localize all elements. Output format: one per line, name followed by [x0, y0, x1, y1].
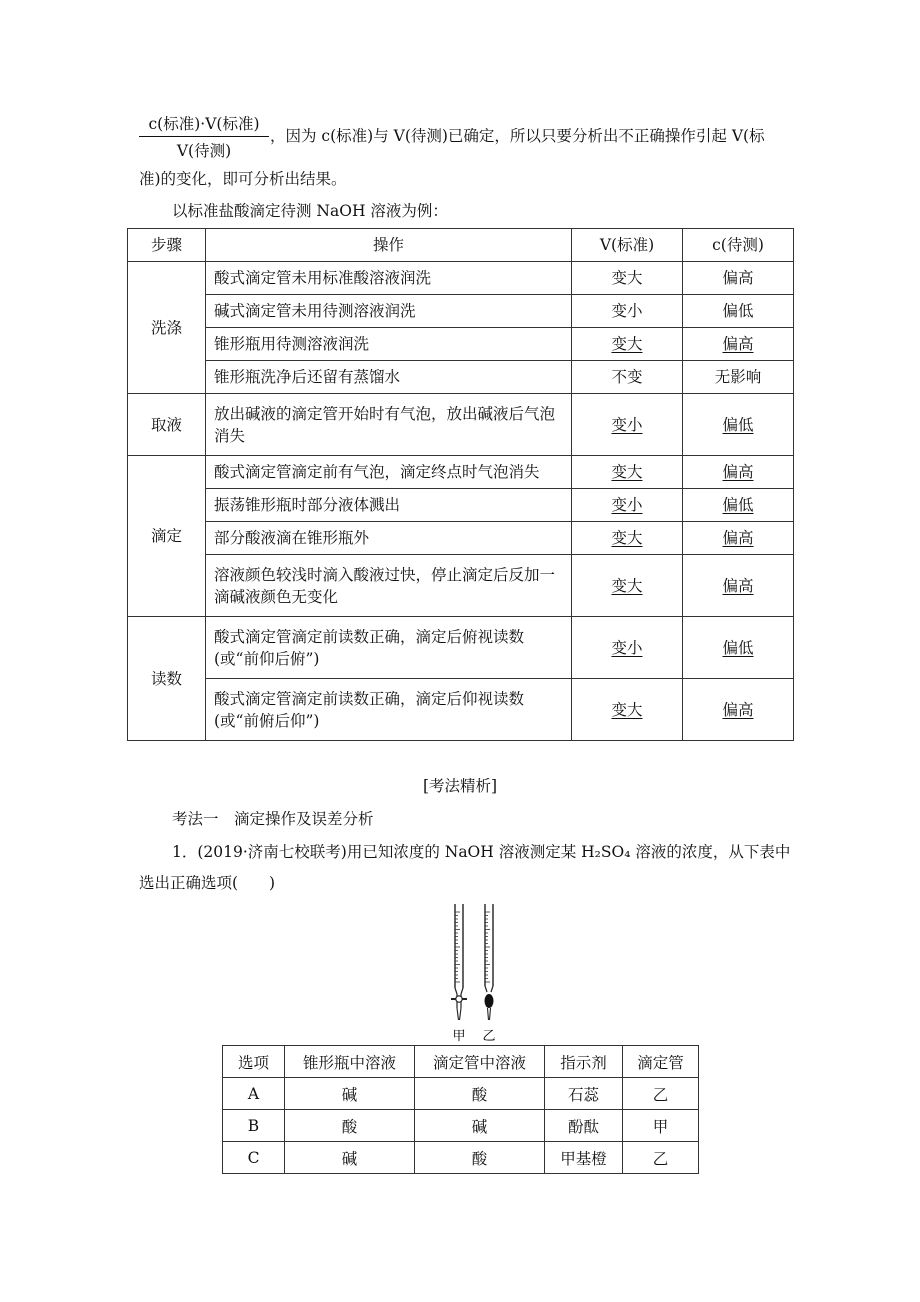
step-cell: 洗涤 [128, 262, 206, 394]
operation-cell: 放出碱液的滴定管开始时有气泡，放出碱液后气泡消失 [206, 394, 572, 456]
table-cell: 碱 [285, 1142, 415, 1174]
table-row [128, 262, 794, 295]
burette-base-yi [485, 904, 494, 1020]
step-cell: 读数 [128, 617, 206, 741]
c-test-value: 偏高 [722, 335, 754, 353]
operation-cell: 锥形瓶用待测溶液润洗 [206, 328, 572, 361]
v-standard-value: 变小 [611, 302, 643, 320]
formula-fraction [139, 112, 269, 161]
fraction-denominator: V(待测) [176, 142, 232, 160]
intro-line-1: ，因为 c(标准)与 V(待测)已确定，所以只要分析出不正确操作引起 V(标 [270, 127, 765, 145]
fraction-numerator: c(标准)·V(标准) [139, 112, 269, 137]
v-standard-cell [572, 617, 683, 679]
table-row [128, 394, 794, 456]
c-test-cell [683, 262, 794, 295]
c-test-cell [683, 555, 794, 617]
c-test-cell [683, 489, 794, 522]
v-standard-value: 变大 [611, 700, 643, 719]
operation-cell: 溶液颜色较浅时滴入酸液过快，停止滴定后反加一滴碱液颜色无变化 [206, 555, 572, 617]
operation-cell: 酸式滴定管滴定前有气泡，滴定终点时气泡消失 [206, 456, 572, 489]
table-row [223, 1110, 699, 1142]
burette-acid-jia [451, 904, 467, 1020]
table-cell: C [223, 1142, 285, 1174]
c-test-cell [683, 361, 794, 394]
c-test-value: 偏高 [722, 700, 754, 719]
v-standard-value: 变小 [611, 415, 643, 434]
table-row [128, 522, 794, 555]
v-standard-cell [572, 456, 683, 489]
header-cell: 选项 [223, 1046, 285, 1078]
c-test-value: 偏高 [722, 576, 754, 595]
v-standard-cell [572, 679, 683, 741]
header-c-test: c(待测) [683, 229, 794, 262]
c-test-value: 偏高 [722, 463, 754, 481]
table-row [128, 361, 794, 394]
table-row [128, 456, 794, 489]
c-test-value: 偏低 [722, 496, 754, 514]
method-title: 考法一 滴定操作及误差分析 [172, 810, 374, 828]
table-row [128, 489, 794, 522]
c-test-cell [683, 394, 794, 456]
error-analysis-table [127, 228, 794, 741]
v-standard-cell [572, 394, 683, 456]
c-test-cell [683, 679, 794, 741]
table-cell: 碱 [285, 1078, 415, 1110]
burette-label-yi: 乙 [482, 1028, 496, 1043]
c-test-value: 偏低 [722, 415, 754, 434]
v-standard-cell [572, 328, 683, 361]
table-cell: 酸 [415, 1078, 545, 1110]
table-row [223, 1078, 699, 1110]
c-test-cell [683, 522, 794, 555]
c-test-value: 偏低 [722, 302, 754, 320]
v-standard-value: 变大 [611, 463, 643, 481]
c-test-value: 偏高 [722, 529, 754, 547]
c-test-cell [683, 328, 794, 361]
header-cell: 滴定管中溶液 [415, 1046, 545, 1078]
v-standard-value: 变大 [611, 576, 643, 595]
v-standard-value: 变大 [611, 335, 643, 353]
table-cell: 乙 [623, 1142, 699, 1174]
table-header-row [223, 1046, 699, 1078]
operation-cell: 部分酸液滴在锥形瓶外 [206, 522, 572, 555]
v-standard-value: 变大 [611, 529, 643, 547]
v-standard-value: 不变 [611, 368, 643, 386]
table-cell: 酚酞 [545, 1110, 623, 1142]
v-standard-value: 变大 [611, 269, 643, 287]
c-test-value: 偏高 [722, 269, 754, 287]
header-cell: 锥形瓶中溶液 [285, 1046, 415, 1078]
table-cell: 酸 [285, 1110, 415, 1142]
table-row [128, 295, 794, 328]
table-row [223, 1142, 699, 1174]
step-cell: 取液 [128, 394, 206, 456]
v-standard-cell [572, 361, 683, 394]
v-standard-cell [572, 295, 683, 328]
v-standard-cell [572, 489, 683, 522]
operation-cell: 酸式滴定管滴定前读数正确，滴定后俯视读数(或“前仰后俯”) [206, 617, 572, 679]
operation-cell: 碱式滴定管未用待测溶液润洗 [206, 295, 572, 328]
operation-cell: 酸式滴定管未用标准酸溶液润洗 [206, 262, 572, 295]
c-test-value: 偏低 [722, 638, 754, 657]
table-cell: A [223, 1078, 285, 1110]
header-step: 步骤 [128, 229, 206, 262]
table-header-row [128, 229, 794, 262]
table-cell: 甲 [623, 1110, 699, 1142]
table-row [128, 555, 794, 617]
header-v-standard: V(标准) [572, 229, 683, 262]
question-line-2: 选出正确选项( ) [139, 874, 276, 892]
header-cell: 指示剂 [545, 1046, 623, 1078]
v-standard-cell [572, 555, 683, 617]
table-cell: 乙 [623, 1078, 699, 1110]
operation-cell: 锥形瓶洗净后还留有蒸馏水 [206, 361, 572, 394]
table-row [128, 328, 794, 361]
c-test-cell [683, 295, 794, 328]
table-cell: B [223, 1110, 285, 1142]
intro-line-3: 以标准盐酸滴定待测 NaOH 溶液为例： [172, 202, 448, 220]
options-table [222, 1045, 699, 1174]
c-test-value: 无影响 [714, 368, 762, 386]
table-cell: 碱 [415, 1110, 545, 1142]
v-standard-cell [572, 262, 683, 295]
table-cell: 酸 [415, 1142, 545, 1174]
table-cell: 石蕊 [545, 1078, 623, 1110]
question-line-1: 1．(2019·济南七校联考)用已知浓度的 NaOH 溶液测定某 H₂SO₄ 溶液的浓度，从下表中 [172, 843, 791, 861]
step-cell: 滴定 [128, 456, 206, 617]
operation-cell: 振荡锥形瓶时部分液体溅出 [206, 489, 572, 522]
intro-line-2: 准)的变化，即可分析出结果。 [139, 170, 347, 188]
table-row [128, 617, 794, 679]
v-standard-value: 变小 [611, 496, 643, 514]
operation-cell: 酸式滴定管滴定前读数正确，滴定后仰视读数(或“前俯后仰”) [206, 679, 572, 741]
section-title: [考法精析] [422, 777, 498, 795]
c-test-cell [683, 456, 794, 489]
burettes-figure [440, 898, 510, 1044]
table-cell: 甲基橙 [545, 1142, 623, 1174]
burette-label-jia: 甲 [452, 1028, 466, 1043]
table-row [128, 679, 794, 741]
header-cell: 滴定管 [623, 1046, 699, 1078]
c-test-cell [683, 617, 794, 679]
v-standard-cell [572, 522, 683, 555]
header-operation: 操作 [206, 229, 572, 262]
v-standard-value: 变小 [611, 638, 643, 657]
